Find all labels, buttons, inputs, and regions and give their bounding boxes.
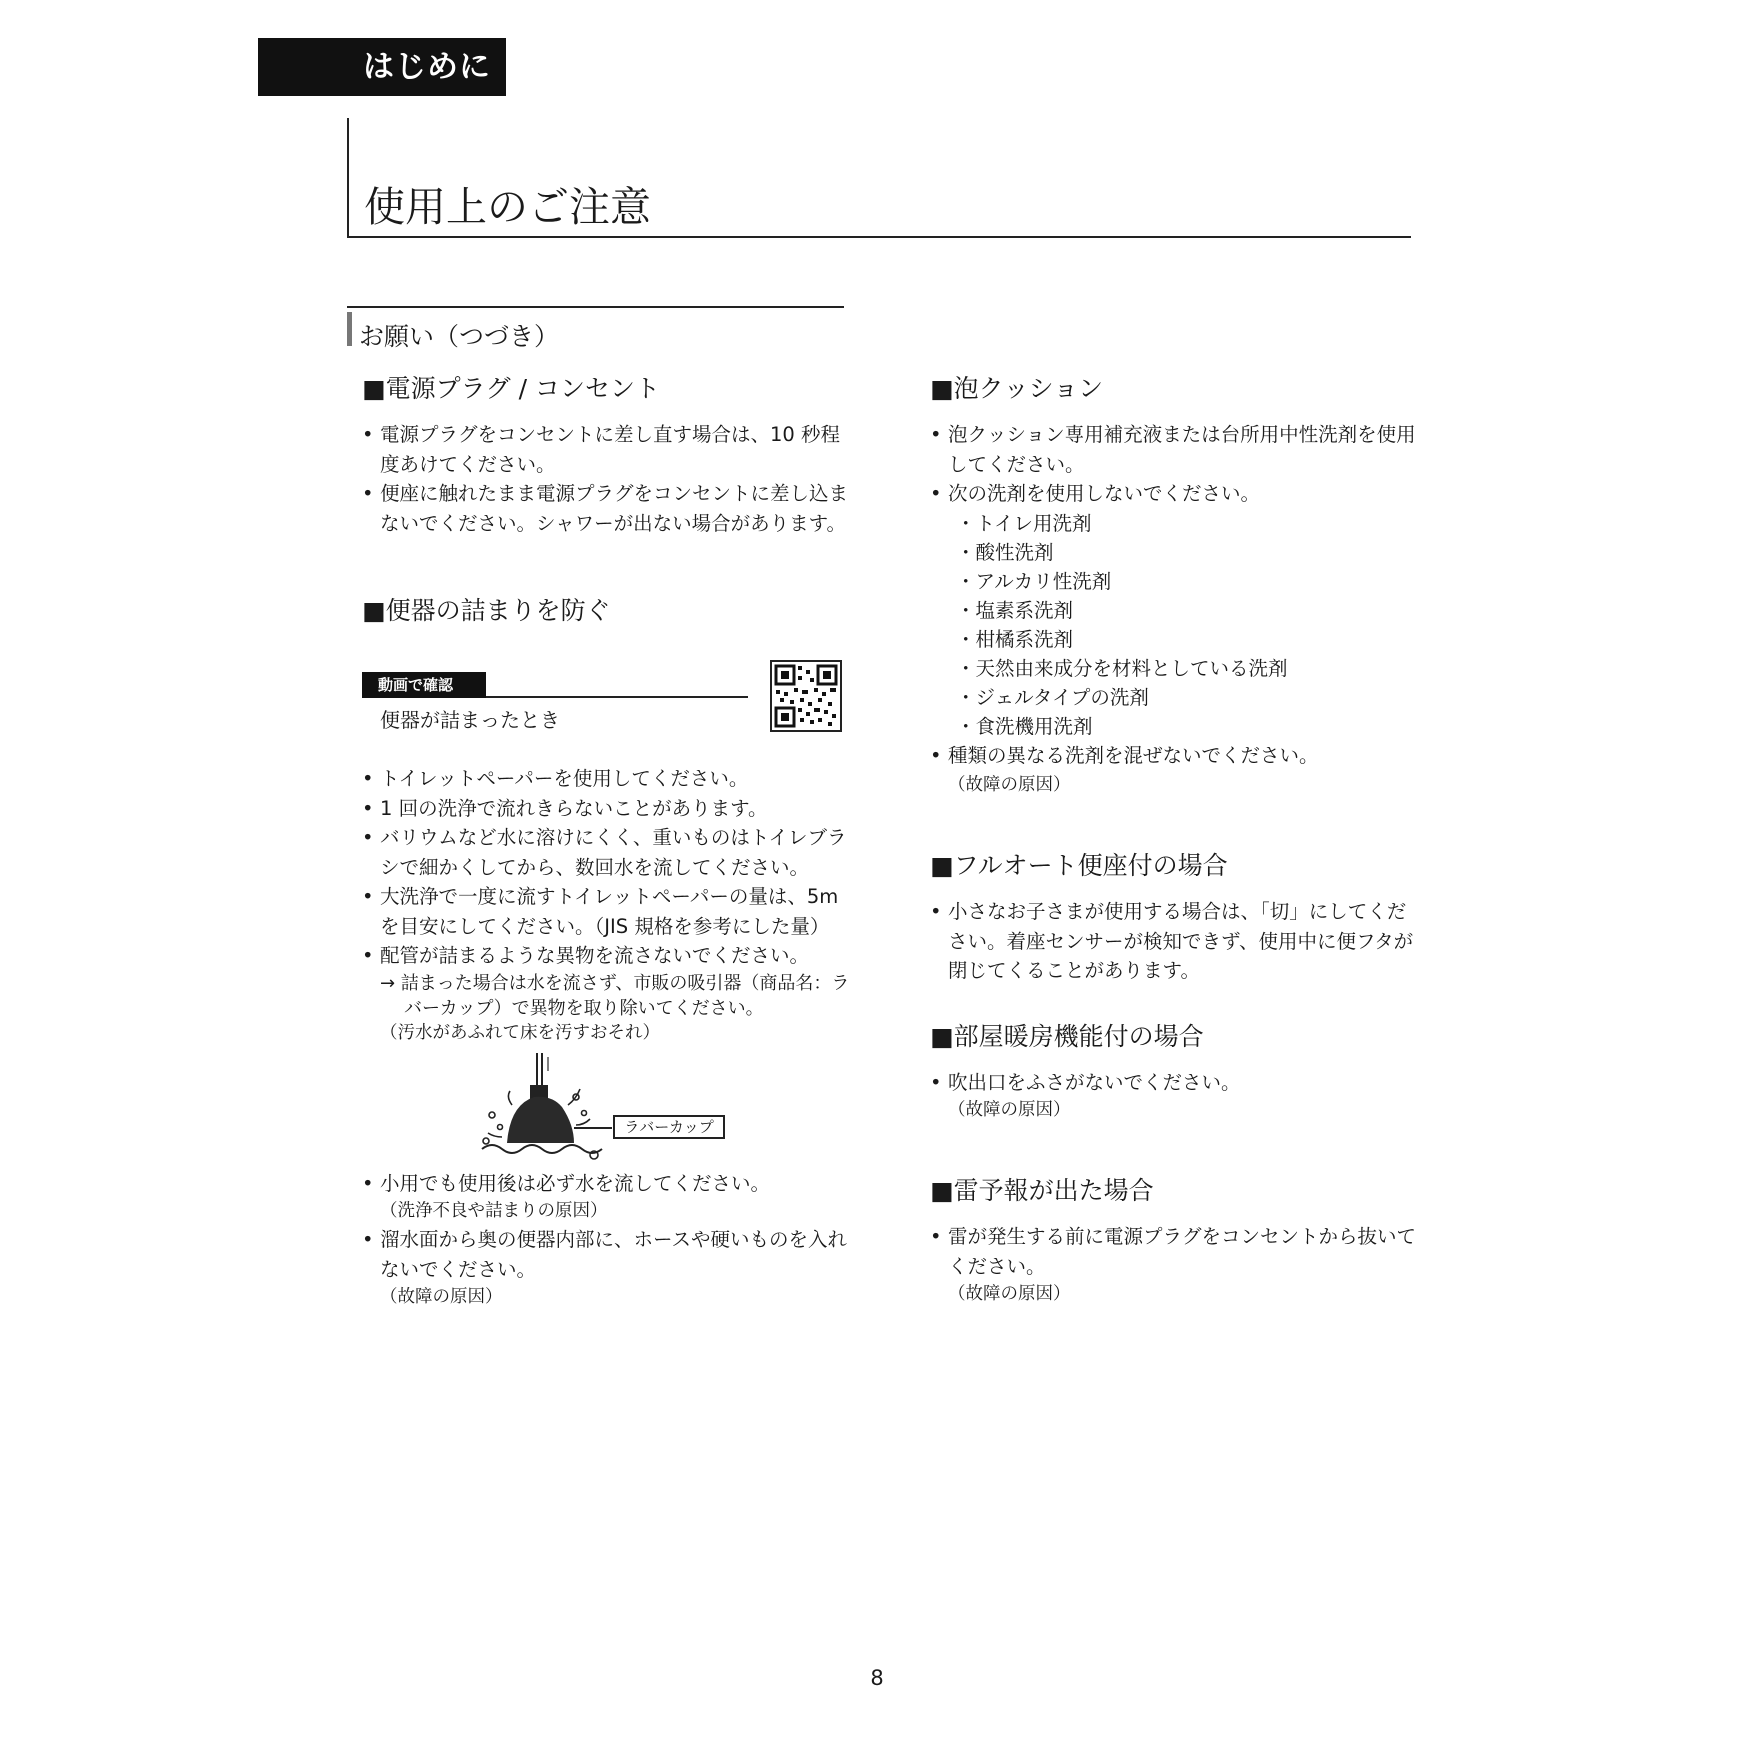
list-item: • 1 回の洗浄で流れきらないことがあります。 — [362, 794, 852, 824]
video-link[interactable] — [362, 660, 846, 736]
reason-note: （故障の原因） — [948, 775, 1071, 795]
video-badge: 動画で確認 — [362, 672, 486, 698]
list-item: • 小用でも使用後は必ず水を流してください。 — [362, 1169, 852, 1199]
reason-note: （故障の原因） — [380, 1287, 503, 1307]
reason-note: （汚水があふれて床を汚すおそれ） — [380, 1022, 660, 1043]
after-list — [362, 1169, 852, 1312]
thunder-list — [930, 1222, 1420, 1308]
right-column — [930, 372, 1420, 1308]
foam-heading: ■泡クッション — [930, 374, 1104, 403]
list-item: • 小さなお子さまが使用する場合は、「切」にしてください。着座センサーが検知できず、使用中に便フタが閉じてくることがあります。 — [930, 897, 1420, 986]
section-heading-text: お願い（つづき） — [359, 322, 560, 351]
plunger-illustration — [362, 1045, 852, 1167]
list-item: • バリウムなど水に溶けにくく、重いものはトイレブラシで細かくしてから、数回水を流してください。 — [362, 823, 852, 882]
qr-code-icon[interactable] — [770, 660, 842, 732]
power-plug-list — [362, 420, 852, 538]
detergent-item: ・天然由来成分を材料としている洗剤 — [956, 656, 1288, 680]
page-title: 使用上のご注意 — [364, 183, 651, 231]
heater-list — [930, 1068, 1420, 1125]
fullauto-list — [930, 897, 1420, 986]
detergent-item: ・塩素系洗剤 — [956, 598, 1074, 622]
rubber-cup-icon — [362, 1045, 612, 1167]
video-title: 便器が詰まったとき — [380, 708, 560, 732]
section-heading-bar — [347, 312, 352, 346]
left-column — [362, 372, 852, 1311]
list-item: • 配管が詰まるような異物を流さないでください。 — [362, 941, 852, 971]
list-item: • 次の洗剤を使用しないでください。 — [930, 479, 1420, 509]
thunder-heading: ■雷予報が出た場合 — [930, 1176, 1154, 1205]
list-item: • 大洗浄で一度に流すトイレットペーパーの量は、5m を目安にしてください。（JIS 規格を参考にした量） — [362, 882, 852, 941]
detergent-item: ・柑橘系洗剤 — [956, 627, 1074, 651]
list-item: • 種類の異なる洗剤を混ぜないでください。 — [930, 741, 1420, 771]
fullauto-heading: ■フルオート便座付の場合 — [930, 851, 1228, 880]
clog-heading: ■便器の詰まりを防ぐ — [362, 596, 611, 625]
rubber-cup-label: ラバーカップ — [613, 1115, 725, 1139]
divider — [486, 696, 748, 698]
list-item: • 雷が発生する前に電源プラグをコンセントから抜いてください。 — [930, 1222, 1420, 1281]
power-plug-heading: ■電源プラグ / コンセント — [362, 374, 660, 403]
section-heading — [347, 306, 844, 351]
clog-list — [362, 764, 852, 1045]
list-item: • 泡クッション専用補充液または台所用中性洗剤を使用してください。 — [930, 420, 1420, 479]
reason-note: （故障の原因） — [948, 1100, 1071, 1120]
reason-note: （故障の原因） — [948, 1284, 1071, 1304]
foam-list — [930, 420, 1420, 799]
list-item: • 吹出口をふさがないでください。 — [930, 1068, 1420, 1098]
list-item: • 便座に触れたまま電源プラグをコンセントに差し込まないでください。シャワーが出ない場合があります。 — [362, 479, 852, 538]
detergent-item: ・ジェルタイプの洗剤 — [956, 685, 1149, 709]
list-item: • 電源プラグをコンセントに差し直す場合は、10 秒程度あけてください。 — [362, 420, 852, 479]
detergent-item: ・酸性洗剤 — [956, 540, 1054, 564]
reason-note: （洗浄不良や詰まりの原因） — [380, 1201, 608, 1221]
detergent-item: ・食洗機用洗剤 — [956, 714, 1093, 738]
page-number: 8 — [870, 1666, 884, 1690]
detergent-item: ・アルカリ性洗剤 — [956, 569, 1112, 593]
arrow-note: → 詰まった場合は水を流さず、市販の吸引器（商品名：ラバーカップ）で異物を取り除いてください。 — [380, 972, 850, 1019]
list-item: • トイレットペーパーを使用してください。 — [362, 764, 852, 794]
heater-heading: ■部屋暖房機能付の場合 — [930, 1021, 1204, 1051]
detergent-item: ・トイレ用洗剤 — [956, 511, 1092, 535]
title-frame — [347, 118, 1411, 238]
list-item: • 溜水面から奥の便器内部に、ホースや硬いものを入れないでください。 — [362, 1225, 852, 1284]
chapter-tab: はじめに — [258, 38, 506, 96]
